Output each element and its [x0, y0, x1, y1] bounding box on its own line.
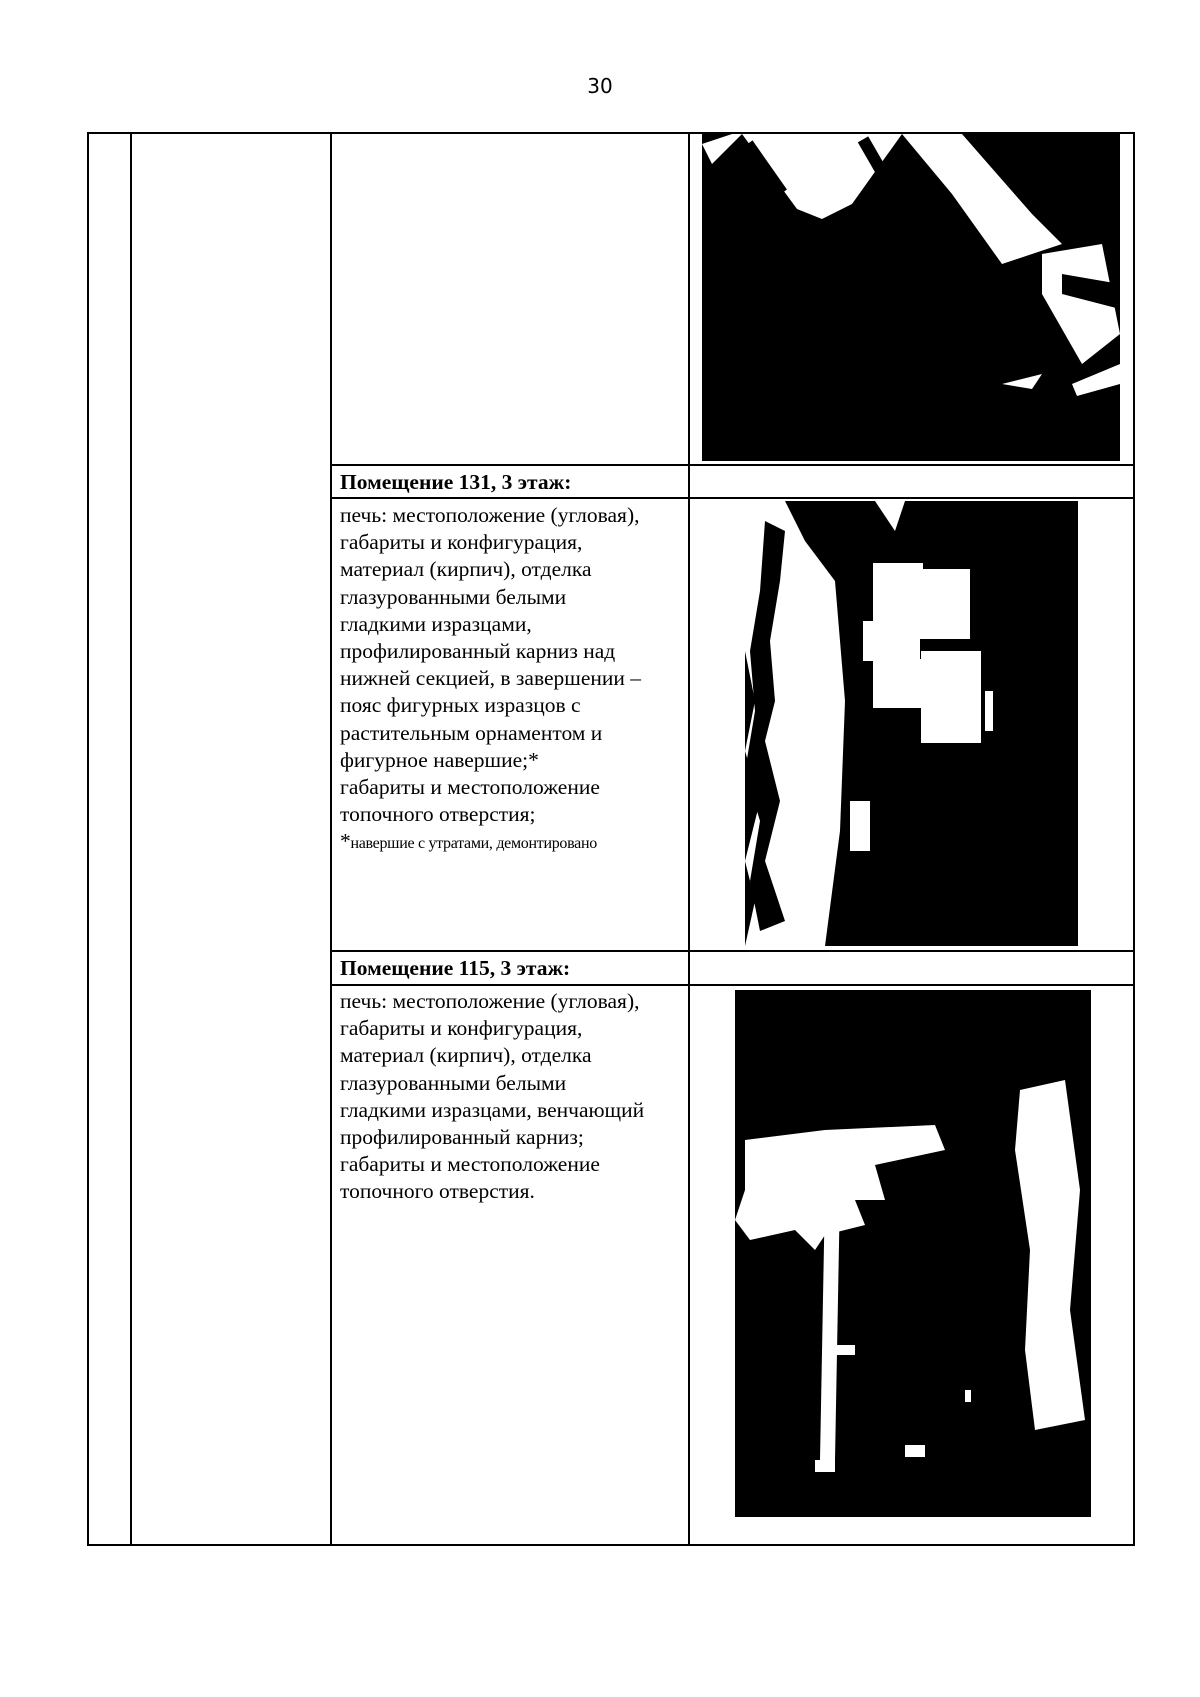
description-line: растительным орнаментом и — [340, 720, 603, 745]
stove-room-115-photo — [735, 990, 1091, 1517]
description-line: печь: местоположение (угловая), — [340, 989, 640, 1013]
room-131-description — [340, 502, 685, 858]
room-115-description — [340, 988, 685, 1206]
stove-room-131-photo — [745, 501, 1078, 946]
table-border-left — [87, 132, 89, 1546]
description-line: материал (кирпич), отделка — [340, 1043, 592, 1068]
description-line: гладкими изразцами, — [340, 611, 532, 636]
footnote — [340, 828, 685, 857]
description-line: гладкими изразцами, венчающий — [340, 1097, 645, 1122]
table-row-divider — [330, 950, 1135, 952]
table-column-divider — [330, 132, 332, 1546]
description-line: габариты и конфигурация, — [340, 1016, 583, 1041]
description-line: габариты и местоположение — [340, 1152, 600, 1177]
description-line: фигурное навершие;* — [340, 747, 539, 772]
table-column-divider — [130, 132, 132, 1546]
description-line: материал (кирпич), отделка — [340, 557, 592, 582]
table-row-divider — [330, 464, 1135, 466]
description-line: топочного отверстия; — [340, 802, 536, 827]
description-line: габариты и местоположение — [340, 775, 600, 800]
table-border-bottom — [87, 1544, 1135, 1546]
room-131-heading: Помещение 131, 3 этаж: — [340, 470, 572, 494]
ceiling-beams-photo — [702, 134, 1120, 461]
page-number: 30 — [587, 74, 613, 98]
table-border-right — [1133, 132, 1135, 1546]
description-line: пояс фигурных изразцов с — [340, 693, 581, 718]
description-line: габариты и конфигурация, — [340, 530, 583, 555]
description-line: топочного отверстия. — [340, 1179, 535, 1204]
description-line: профилированный карниз; — [340, 1125, 584, 1150]
description-line: печь: местоположение (угловая), — [340, 503, 640, 527]
description-line: глазурованными белыми — [340, 1070, 567, 1095]
description-line: профилированный карниз над — [340, 639, 616, 664]
description-line: нижней секцией, в завершении – — [340, 666, 642, 691]
footnote-mark: * — [340, 829, 351, 854]
description-line: глазурованными белыми — [340, 584, 567, 609]
table-row-divider — [330, 984, 1135, 986]
table-row-divider — [330, 497, 1135, 499]
footnote-text: навершие с утратами, демонтировано — [350, 835, 597, 853]
table-column-divider — [688, 132, 690, 1546]
room-115-heading: Помещение 115, 3 этаж: — [340, 956, 571, 980]
